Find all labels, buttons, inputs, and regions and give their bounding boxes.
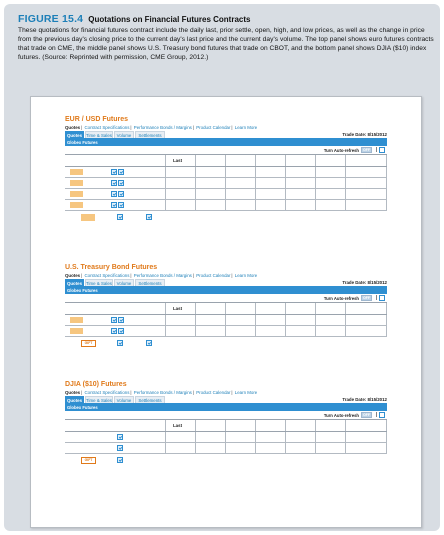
gift-button[interactable]: GIFT [81,340,96,347]
panel-title: U.S. Treasury Bond Futures [65,264,158,271]
panel-title: EUR / USD Futures [65,116,129,123]
contract-month-cell[interactable] [70,328,83,334]
footer-swatch[interactable] [81,214,95,221]
table-row [65,326,387,337]
link-contract-specifications[interactable]: Contract Specifications [84,273,130,278]
contract-month-cell[interactable] [70,191,83,197]
chart-icon[interactable] [111,202,117,208]
refresh-row: Turn Auto-refresh OFF | [65,294,387,302]
link-performance-bonds[interactable]: Performance Bonds / Margins [133,273,192,278]
column-last: Last [173,158,183,163]
figure-container [4,4,440,531]
auto-refresh-toggle[interactable]: OFF [361,412,372,418]
tab-time-sales[interactable]: Time & Sales [86,281,112,286]
figure-title-line [18,13,436,26]
column-last: Last [173,306,183,311]
link-contract-specifications[interactable]: Contract Specifications [84,125,130,130]
chart-icon[interactable] [117,340,123,346]
djia-panel [65,380,387,466]
globex-futures-bar: Globex Futures [65,140,387,146]
figure-header [18,13,436,63]
treasury-bond-panel [65,263,387,349]
tab-volume[interactable]: Volume [114,396,134,403]
trade-date: Trade Date: 8/15/2012 [342,397,387,402]
gift-button[interactable]: GIFT [81,457,96,464]
figure-label: FIGURE 15.4 [18,13,84,25]
chart-icon[interactable] [117,214,123,220]
tab-quotes[interactable]: Quotes [66,133,83,138]
tab-time-sales[interactable]: Time & Sales [86,133,112,138]
options-icon[interactable] [146,214,152,220]
tab-settlements[interactable]: Settlements [135,279,165,286]
panel-title: DJIA ($10) Futures [65,381,127,388]
options-icon[interactable] [118,328,124,334]
chart-icon[interactable] [111,169,117,175]
auto-refresh-toggle[interactable]: OFF [361,295,372,301]
tab-quotes[interactable]: Quotes [66,398,83,403]
tab-time-sales[interactable]: Time & Sales [86,398,112,403]
trade-date: Trade Date: 8/15/2012 [342,280,387,285]
link-quotes[interactable]: Quotes [65,390,81,395]
contract-month-cell[interactable] [70,202,83,208]
table-footer [65,454,387,466]
tab-bar [65,279,387,288]
refresh-row: Turn Auto-refresh OFF | [65,146,387,154]
table-footer [65,211,387,223]
refresh-label: Turn Auto-refresh [323,296,359,301]
link-learn-more[interactable]: Learn More [234,273,258,278]
table-row [65,189,387,200]
tab-quotes[interactable]: Quotes [66,281,83,286]
link-performance-bonds[interactable]: Performance Bonds / Margins [133,390,192,395]
figure-title: Quotations on Financial Futures Contracts [88,15,251,24]
refresh-icon[interactable] [379,147,385,153]
table-header [65,303,387,315]
chart-icon[interactable] [117,457,123,463]
chart-icon[interactable] [111,180,117,186]
table-row [65,315,387,326]
options-icon[interactable] [118,317,124,323]
options-icon[interactable] [118,191,124,197]
table-row [65,167,387,178]
table-row [65,443,387,454]
tab-volume[interactable]: Volume [114,131,134,138]
tab-settlements[interactable]: Settlements [135,396,165,403]
tab-volume[interactable]: Volume [114,279,134,286]
chart-icon[interactable] [117,445,123,451]
chart-icon[interactable] [117,434,123,440]
panel-links: Quotes| Contract Specifications| Performance Bonds / Margins| Product Calendar| Learn More [65,390,258,395]
quotes-table [65,154,387,211]
globex-futures-bar: Globex Futures [65,405,387,411]
trade-date: Trade Date: 8/15/2012 [342,132,387,137]
options-icon[interactable] [118,202,124,208]
refresh-row: Turn Auto-refresh OFF | [65,411,387,419]
globex-futures-bar: Globex Futures [65,288,387,294]
options-icon[interactable] [146,340,152,346]
table-header [65,155,387,167]
link-quotes[interactable]: Quotes [65,273,81,278]
refresh-icon[interactable] [379,412,385,418]
auto-refresh-toggle[interactable]: OFF [361,147,372,153]
table-header [65,420,387,432]
table-row [65,200,387,211]
eur-usd-panel [65,115,387,223]
table-footer [65,337,387,349]
column-last: Last [173,423,183,428]
table-row [65,178,387,189]
contract-month-cell[interactable] [70,317,83,323]
link-learn-more[interactable]: Learn More [234,390,258,395]
webpage-screenshot [30,96,422,528]
figure-caption: These quotations for financial futures contract include the daily last, prior settle, open, high, and low prices, as well as the change in price from the previous day's closing price to the current day's last price and the current day's volume. The top panel shows euro futures contracts that trade on CME, the middle panel shows U.S. Treasury bond futures that trade on CBOT, and the bottom panel shows DJIA ($10) index futures. (Source: Reprinted with permission, CME Group, 2012.) [18,27,434,61]
chart-icon[interactable] [111,328,117,334]
tab-bar [65,396,387,405]
link-product-calendar[interactable]: Product Calendar [196,273,231,278]
refresh-icon[interactable] [379,295,385,301]
options-icon[interactable] [118,169,124,175]
panel-links: Quotes| Contract Specifications| Performance Bonds / Margins| Product Calendar| Learn More [65,125,258,130]
link-performance-bonds[interactable]: Performance Bonds / Margins [133,125,192,130]
refresh-label: Turn Auto-refresh [323,148,359,153]
quotes-table [65,302,387,337]
quotes-table [65,419,387,454]
chart-icon[interactable] [111,191,117,197]
refresh-label: Turn Auto-refresh [323,413,359,418]
link-learn-more[interactable]: Learn More [234,125,258,130]
tab-settlements[interactable]: Settlements [135,131,165,138]
chart-icon[interactable] [111,317,117,323]
contract-month-cell[interactable] [70,169,83,175]
contract-month-cell[interactable] [70,180,83,186]
options-icon[interactable] [118,180,124,186]
table-row [65,432,387,443]
panel-links: Quotes| Contract Specifications| Performance Bonds / Margins| Product Calendar| Learn More [65,273,258,278]
link-product-calendar[interactable]: Product Calendar [196,390,231,395]
link-contract-specifications[interactable]: Contract Specifications [84,390,130,395]
tab-bar [65,131,387,140]
link-quotes[interactable]: Quotes [65,125,81,130]
link-product-calendar[interactable]: Product Calendar [196,125,231,130]
